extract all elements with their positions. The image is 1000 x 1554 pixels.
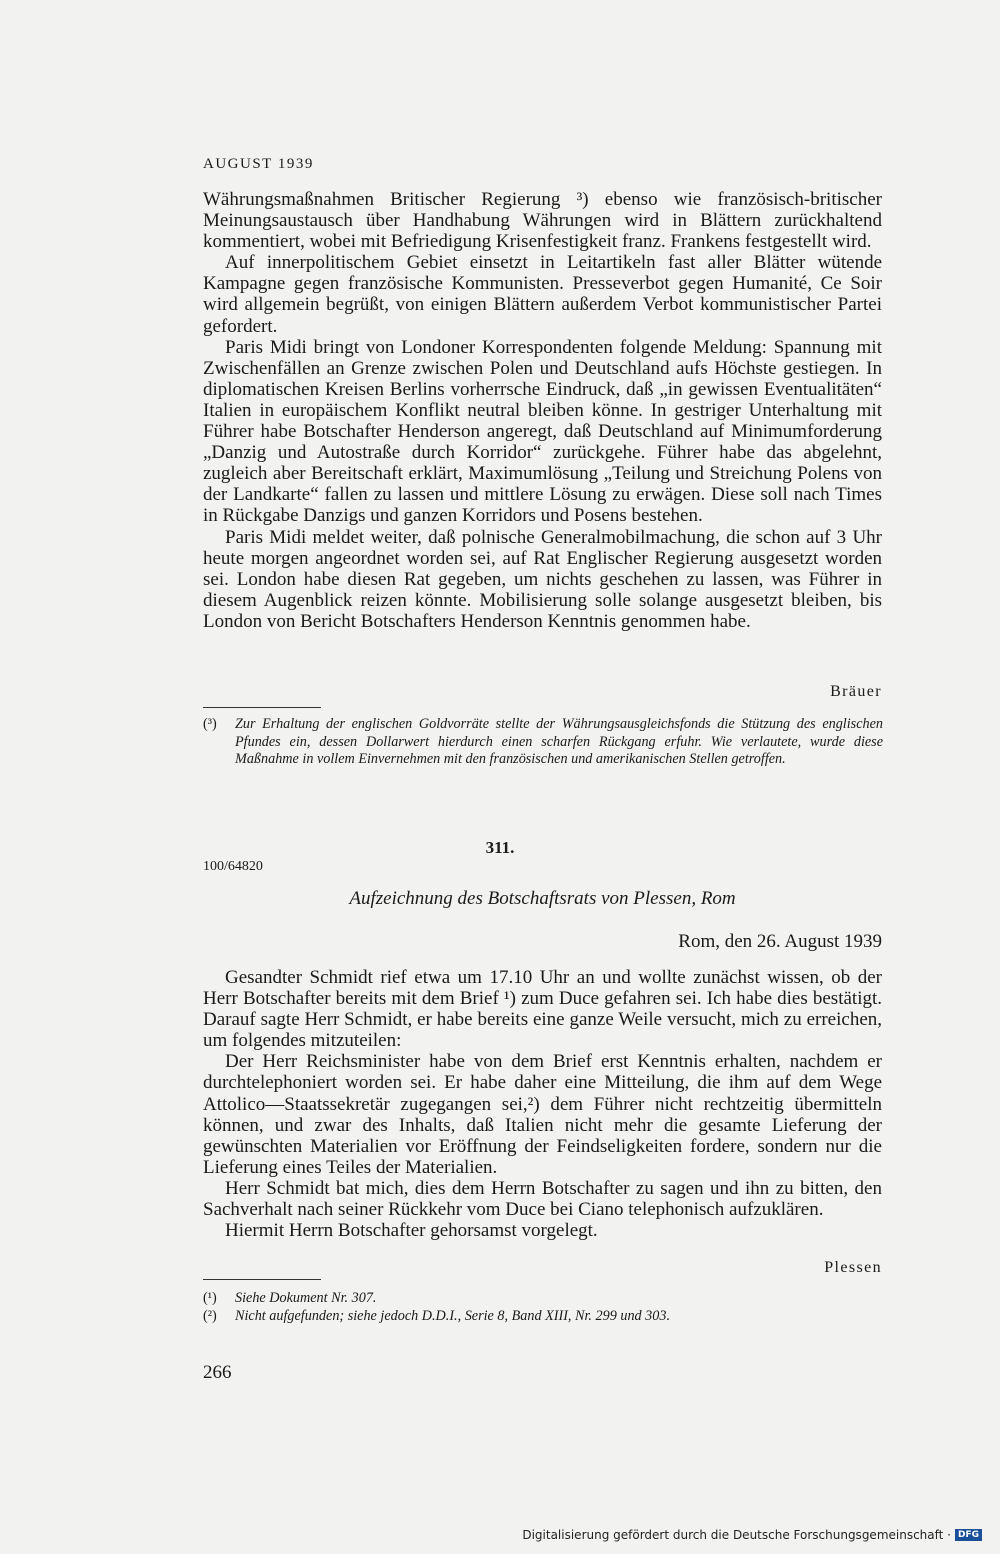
footnote-number: (¹): [203, 1290, 217, 1306]
paragraph: Der Herr Reichsminister habe von dem Brief erst Kenntnis erhalten, nachdem er durchtelephoniert worden sei. Er habe daher eine Mitteilung, die ihm auf dem Wege Attolico—Staatssekretär zugegangen sei,²) dem Führer nicht rechtzeitig übermitteln können, und zwar des Inhalts, daß Italien nicht mehr die gesamte Lieferung der gewünschten Materialien vor Eröffnung der Feindseligkeiten fordere, sondern nur die Lieferung eines Teiles der Materialien.: [203, 1051, 882, 1178]
page-number: 266: [203, 1362, 232, 1383]
footnote: [203, 1308, 883, 1326]
signature-braeuer: Bräuer: [830, 683, 882, 700]
paragraph: Gesandter Schmidt rief etwa um 17.10 Uhr an und wollte zunächst wissen, ob der Herr Botschafter bereits mit dem Brief ¹) zum Duce gefahren sei. Ich habe dies bestätigt. Darauf sagte Herr Schmidt, er habe bereits eine ganze Weile versucht, mich zu erreichen, um folgendes mitzuteilen:: [203, 967, 882, 1052]
bottom-text-block: [203, 967, 882, 1241]
footnotes-bottom: [203, 1290, 883, 1325]
footnote-number: (²): [203, 1307, 217, 1324]
footnote-number: (³): [203, 716, 217, 732]
footnote-rule: [203, 1279, 321, 1280]
paragraph: Paris Midi bringt von Londoner Korrespondenten folgende Meldung: Spannung mit Zwischenfällen an Grenze zwischen Polen und Deutschland aufs Höchste gestiegen. In diplomatischen Kreisen Berlins vorherrsche Eindruck, daß „in gewissen Eventualitäten“ Italien in europäischem Konflikt neutral bleiben könne. In gestriger Unterhaltung mit Führer habe Botschafter Henderson angeregt, daß Deutschland auf Minimumforderung „Danzig und Autostraße durch Korridor“ zurückgehe. Führer habe das abgelehnt, zugleich aber Bereitschaft erklärt, Maximumlösung „Teilung und Streichung Polens von der Landkarte“ fallen zu lassen und mittlere Lösung zu erwägen. Diese soll nach Times in Rückgabe Danzigs und ganzen Korridors und Posens bestehen.: [203, 336, 882, 527]
dfg-credit: [522, 1528, 982, 1542]
paragraph: Hiermit Herrn Botschafter gehorsamst vorgelegt.: [225, 1220, 598, 1242]
document-title: Aufzeichnung des Botschaftsrats von Plessen, Rom: [349, 888, 736, 909]
paragraph: Paris Midi meldet weiter, daß polnische Generalmobilmachung, die schon auf 3 Uhr heute morgen angeordnet worden sei, auf Rat Englischer Regierung ausgesetzt worden sei. London habe diesen Rat gegeben, um nichts geschehen zu lassen, was Führer in diesem Augenblick reizen könnte. Mobilisierung solle solange ausgesetzt bleiben, bis London von Bericht Botschafters Henderson Kenntnis genommen habe.: [203, 526, 882, 632]
paragraph: Auf innerpolitischem Gebiet einsetzt in Leitartikeln fast aller Blätter wütende Kampagne gegen französische Kommunisten. Presseverbot gegen Humanité, Ce Soir wird allgemein begrüßt, von einigen Blättern außerdem Verbot kommunistischer Partei gefordert.: [203, 252, 882, 337]
signature-plessen: Plessen: [824, 1259, 882, 1276]
footnote: [203, 1290, 883, 1308]
dfg-logo-icon: DFG: [955, 1529, 982, 1541]
document-number: 311.: [485, 838, 515, 857]
footnote-text: Zur Erhaltung der englischen Goldvorräte stellte der Währungsausgleichsfonds die Stützung des englischen Pfundes ein, dessen Dollarwert hierdurch einen scharfen Rückgang erfuhr. Wie verlautete, wurde diese Maßnahme in vollem Einvernehmen mit den französischen und amerikanischen Stellen getroffen.: [235, 716, 883, 767]
dfg-credit-text: Digitalisierung gefördert durch die Deutsche Forschungsgemeinschaft ·: [522, 1528, 951, 1542]
running-head: AUGUST 1939: [203, 156, 314, 172]
place-date: Rom, den 26. August 1939: [678, 931, 882, 952]
footnote-text: Siehe Dokument Nr. 307.: [235, 1290, 377, 1306]
footnote-rule: [203, 707, 321, 708]
footnote: [203, 716, 883, 769]
top-text-block: [203, 189, 882, 632]
paragraph: Herr Schmidt bat mich, dies dem Herrn Botschafter zu sagen und ihn zu bitten, den Sachverhalt nach seiner Rückkehr vom Duce bei Ciano telephonisch aufzuklären.: [203, 1177, 882, 1221]
footnote-text: Nicht aufgefunden; siehe jedoch D.D.I., Serie 8, Band XIII, Nr. 299 und 303.: [235, 1307, 671, 1324]
reference-number: 100/64820: [203, 859, 263, 874]
footnotes-top: [203, 716, 883, 769]
paragraph: Währungsmaßnahmen Britischer Regierung ³) ebenso wie französisch-britischer Meinungsaustausch über Handhabung Währungen wird in Blättern zurückhaltend kommentiert, wobei mit Befriedigung Krisenfestigkeit franz. Frankens festgestellt wird.: [203, 189, 882, 253]
